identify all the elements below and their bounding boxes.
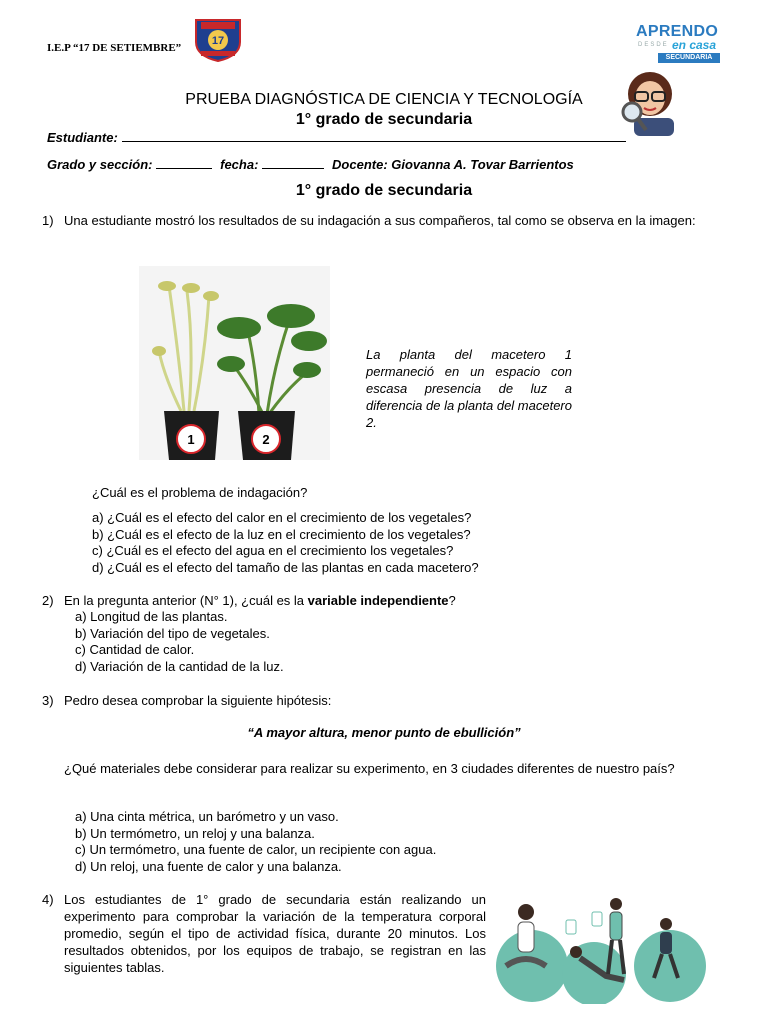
logo-line-1: APRENDO [636,23,719,40]
exam-title: PRUEBA DIAGNÓSTICA DE CIENCIA Y TECNOLOGÍA [185,91,583,108]
question-2-bold-term: variable independiente [307,593,449,608]
pot-2-label: 2 [262,432,270,447]
school-crest-icon [193,18,243,62]
question-2-text-end: ? [448,593,456,608]
grade-date-teacher-row [47,156,574,172]
question-2-options [75,609,284,675]
student-field [47,129,626,145]
plants-experiment-photo [139,266,330,460]
option-3d[interactable]: d) Un reloj, una fuente de calor y una balanza. [75,858,342,874]
option-1c[interactable]: c) ¿Cuál es el efecto del agua en el crecimiento los vegetales? [92,543,454,558]
option-2b[interactable]: b) Variación del tipo de vegetales. [75,625,270,641]
logo-line-4: SECUNDARIA [658,53,720,63]
exam-grade-title: 1° grado de secundaria [295,111,473,128]
option-1a[interactable]: a) ¿Cuál es el efecto del calor en el crecimiento de los vegetales? [92,510,472,525]
question-3-prompt: ¿Qué materiales debe considerar para realizar su experimento, en 3 ciudades diferentes de nuestro país? [64,761,675,776]
crest-number: 17 [211,35,225,47]
aprendo-en-casa-logo [636,24,728,64]
photo-caption: La planta del macetero 1 permaneció en un espacio con escasa presencia de luz a diferencia de la planta del macetero 2. [366,347,572,430]
option-1d[interactable]: d) ¿Cuál es el efecto del tamaño de las plantas en cada macetero? [92,559,479,575]
grade-label: Grado y sección: [47,157,153,172]
hypothesis-quote: “A mayor altura, menor punto de ebullición” [247,725,521,740]
teacher-label: Docente: Giovanna A. Tovar Barrientos [332,157,574,172]
option-2a[interactable]: a) Longitud de las plantas. [75,609,228,624]
logo-line-2: DESDE [638,42,669,48]
school-name: I.E.P “17 DE SETIEMBRE” [47,42,182,54]
question-2-text [64,592,456,609]
option-3b[interactable]: b) Un termómetro, un reloj y una balanza. [75,825,315,841]
question-2-number: 2) [42,593,54,608]
question-4-number: 4) [42,892,54,907]
section-subtitle: 1° grado de secundaria [295,182,473,199]
grade-blank[interactable] [156,156,212,169]
question-1-prompt: ¿Cuál es el problema de indagación? [92,485,308,500]
student-label: Estudiante: [47,130,118,145]
option-2c[interactable]: c) Cantidad de calor. [75,642,195,657]
physical-activity-illustration [494,894,730,1004]
date-blank[interactable] [262,156,324,169]
question-1-text: Una estudiante mostró los resultados de su indagación a sus compañeros, tal como se observa en la imagen: [64,213,696,228]
option-3c[interactable]: c) Un termómetro, una fuente de calor, un recipiente con agua. [75,842,437,857]
student-name-blank[interactable] [122,129,626,142]
question-3-text: Pedro desea comprobar la siguiente hipótesis: [64,693,332,708]
question-1-options [92,510,479,576]
question-3-number: 3) [42,693,54,708]
logo-line-3: en casa [672,38,717,52]
question-1-number: 1) [42,213,54,228]
pot-1-label: 1 [187,432,195,447]
option-3a[interactable]: a) Una cinta métrica, un barómetro y un vaso. [75,809,339,824]
question-2-text-start: En la pregunta anterior (N° 1), ¿cuál es la [64,593,308,608]
option-2d[interactable]: d) Variación de la cantidad de la luz. [75,658,284,674]
date-label: fecha: [220,157,259,172]
option-1b[interactable]: b) ¿Cuál es el efecto de la luz en el crecimiento de los vegetales? [92,526,471,542]
question-3-options [75,809,436,875]
question-4-text: Los estudiantes de 1° grado de secundaria están realizando un experimento para comprobar la variación de la temperatura corporal promedio, según el tipo de actividad física, durante 20 minutos. Los resultados obtenidos, por los equipos de trabajo, se registran en las siguientes tablas. [64,892,486,975]
